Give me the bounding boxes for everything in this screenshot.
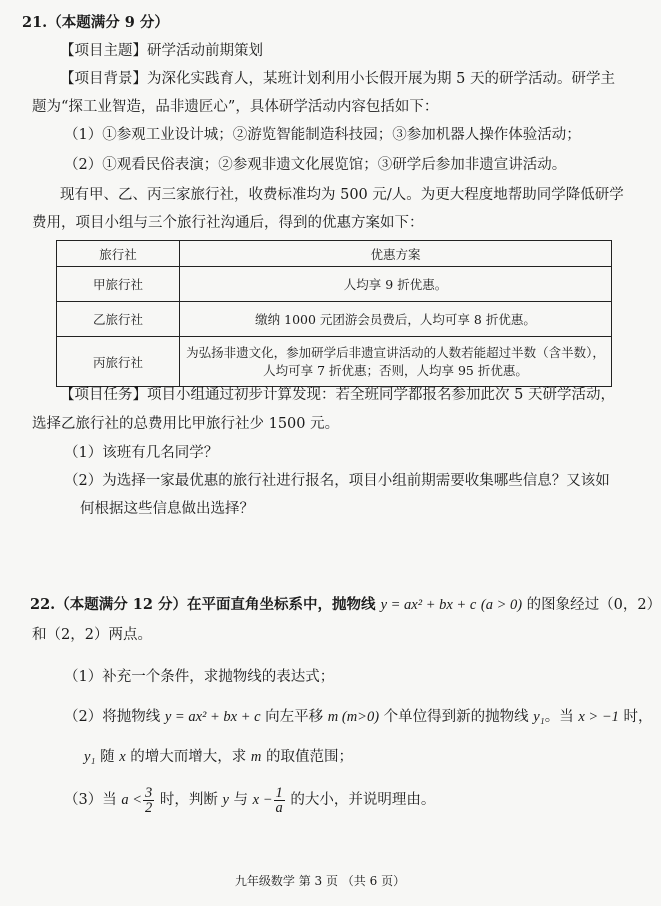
- q22-sub-3-fraction: [143, 786, 154, 815]
- fraction-numerator: 3: [145, 784, 153, 801]
- q22-sub-3: [64, 782, 435, 818]
- q22-heading: 22.（本题满分 12 分）在平面直角坐标系中，抛物线: [30, 596, 381, 613]
- q22-sub-2-y1: y₁: [533, 709, 545, 725]
- discount-table: [56, 240, 612, 387]
- fraction-numerator: 1: [275, 784, 283, 801]
- q22-sub-2-text: 时，: [618, 709, 653, 725]
- table-cell-agency: 乙旅行社: [57, 302, 180, 337]
- q21-background-line1: 【项目背景】为深化实践育人，某班计划利用小长假开展为期 5 天的研学活动。研学主: [60, 71, 615, 87]
- table-cell-plan: 人均享 9 折优惠。: [180, 267, 612, 302]
- table-row: [57, 267, 612, 302]
- q22-sub-3-text: 与: [228, 792, 253, 808]
- q22-sub-2-eq: y = ax² + bx + c: [164, 709, 261, 725]
- q21-theme: 【项目主题】研学活动前期策划: [60, 43, 263, 59]
- q22-sub-3-expr: x −: [252, 792, 273, 808]
- table-header-row: [57, 241, 612, 267]
- table-cell-agency: 丙旅行社: [57, 337, 180, 387]
- q22-sub-2-text: （2）将抛物线: [64, 709, 165, 725]
- q22-sub-2-x: x: [119, 749, 126, 765]
- q21-sub-2-line1: （2）为选择一家最优惠的旅行社进行报名，项目小组前期需要收集哪些信息？又该如: [64, 473, 610, 489]
- q21-para-line1: 现有甲、乙、丙三家旅行社，收费标准均为 500 元/人。为更大程度地帮助同学降低研学: [60, 187, 624, 203]
- table-row: [57, 337, 612, 387]
- table-row: [57, 302, 612, 337]
- q22-sub-2-text: 随: [95, 749, 120, 765]
- q22-parabola-eq: y = ax² + bx + c: [380, 597, 477, 613]
- q22-sub-1: （1）补充一个条件，求抛物线的表达式；: [64, 669, 335, 685]
- page-footer: 九年级数学 第 3 页 （共 6 页）: [234, 874, 406, 888]
- table-header-agency: 旅行社: [57, 241, 180, 267]
- q22-sub-3-cond: a <: [121, 792, 143, 808]
- q21-list-2: （2）①观看民俗表演；②参观非遗文化展览馆；③研学后参加非遗宣讲活动。: [64, 157, 567, 173]
- q22-sub-3-text: 的大小，并说明理由。: [285, 792, 436, 808]
- table-cell-plan: 缴纳 1000 元团游会员费后，人均可享 8 折优惠。: [180, 302, 612, 337]
- q22-condition: (a > 0): [480, 597, 523, 613]
- q21-list-1: （1）①参观工业设计城；②游览智能制造科技园；③参加机器人操作体验活动；: [64, 127, 581, 143]
- q22-sub-3-fraction: [274, 786, 285, 815]
- q22-sub-2-text: 个单位得到新的抛物线: [379, 709, 534, 725]
- q22-sub-2-x-cond: x > −1: [578, 709, 619, 725]
- q22-line1: [30, 594, 661, 616]
- q21-sub-2-line2: 何根据这些信息做出选择？: [80, 501, 254, 517]
- q22-line2: 和（2，2）两点。: [32, 627, 152, 643]
- q22-sub-2-y1: y₁: [84, 749, 96, 765]
- q22-sub-2-m: m: [250, 749, 262, 765]
- q21-background-line2: 题为“探工业智造，品非遗匠心”，具体研学活动内容包括如下：: [32, 99, 439, 115]
- table-header-plan: 优惠方案: [180, 241, 612, 267]
- table-cell-agency: 甲旅行社: [57, 267, 180, 302]
- table-cell-plan-line: 人均可享 7 折优惠；否则，人均享 95 折优惠。: [263, 362, 528, 378]
- q22-sub-2-m: m (m>0): [327, 709, 380, 725]
- q21-para-line2: 费用，项目小组与三个旅行社沟通后，得到的优惠方案如下：: [32, 215, 424, 231]
- q21-heading: 21.（本题满分 9 分）: [22, 14, 169, 31]
- fraction-denominator: a: [275, 799, 283, 816]
- q22-sub-2-text: 的取值范围；: [261, 749, 353, 765]
- q22-sub-2-line1: [64, 706, 652, 728]
- q21-task-line2: 选择乙旅行社的总费用比甲旅行社少 1500 元。: [32, 416, 340, 432]
- table-cell-plan: [180, 337, 612, 387]
- q22-sub-3-text: （3）当: [64, 792, 122, 808]
- q22-sub-3-y: y: [222, 792, 229, 808]
- q22-sub-3-text: 时，判断: [155, 792, 223, 808]
- q21-sub-1: （1）该班有几名同学？: [64, 445, 219, 461]
- q22-sub-2-text: 的增大而增大，求: [125, 749, 251, 765]
- q22-sub-2-text: 向左平移: [260, 709, 328, 725]
- table-cell-plan-line: 为弘扬非遗文化，参加研学后非遗宣讲活动的人数若能超过半数（含半数），: [186, 344, 605, 360]
- q21-task-line1: 【项目任务】项目小组通过初步计算发现：若全班同学都报名参加此次 5 天研学活动，: [60, 387, 615, 403]
- q22-sub-2-text: 。当: [544, 709, 579, 725]
- q22-sub-2-line2: [84, 746, 353, 768]
- q22-points-text: 的图象经过（0，2）: [522, 597, 661, 613]
- fraction-denominator: 2: [145, 799, 153, 816]
